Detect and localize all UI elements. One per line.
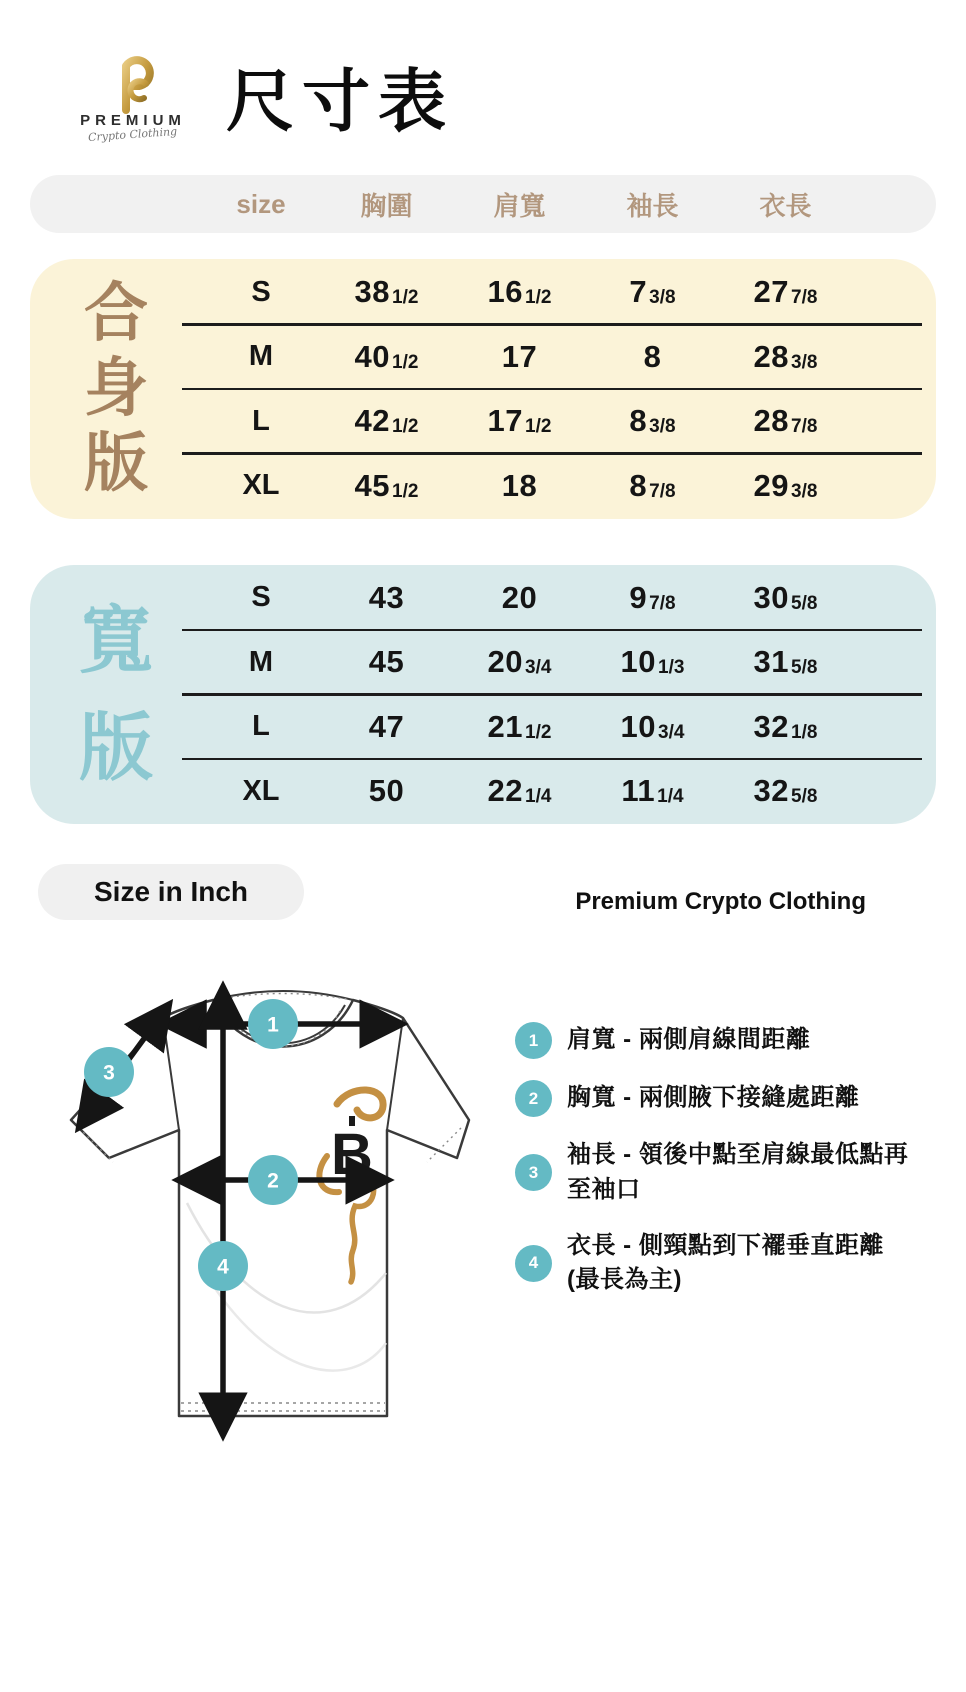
brand-logo [78, 52, 188, 145]
measurement-value: 45 1/2 [354, 467, 419, 503]
page-title: 尺寸表 [226, 64, 455, 140]
legend-label: 胸寬 - 兩側腋下接縫處距離 [567, 1084, 860, 1112]
measurement-value: 50 [368, 773, 405, 808]
measurement-value: 32 5/8 [753, 773, 818, 808]
unit-badge: Size in Inch [38, 864, 304, 920]
measurement-value: 43 [368, 579, 405, 615]
column-label-shoulder: 肩寬 [493, 190, 546, 221]
measurement-value: 10 3/4 [620, 708, 685, 744]
size-label: S [251, 275, 271, 308]
measurement-value: 17 [501, 338, 538, 374]
size-row-m [202, 631, 936, 693]
column-label-length: 衣長 [759, 190, 812, 221]
measurement-value: 27 7/8 [753, 274, 818, 309]
measurement-value: 42 1/2 [354, 403, 419, 438]
measurement-value: 20 [501, 579, 538, 615]
legend-item-3 [515, 1138, 915, 1208]
marker-2-number: 2 [267, 1169, 279, 1193]
measurement-value: 8 [643, 338, 662, 374]
brand-text: Premium Crypto Clothing [575, 888, 866, 915]
size-label: M [248, 340, 274, 372]
measurement-value: 8 3/8 [629, 403, 676, 438]
measurement-value: 7 3/8 [629, 274, 676, 309]
measurement-value: 45 [368, 644, 405, 679]
measurement-value: 21 1/2 [487, 708, 552, 744]
legend-label: 袖長 - 領後中點至肩線最低點再至袖口 [567, 1141, 909, 1203]
marker-4-number: 4 [217, 1255, 229, 1279]
logo-brand-text: PREMIUM [80, 112, 186, 129]
measurement-value: 22 1/4 [487, 773, 552, 808]
size-row-l [202, 390, 936, 452]
measurement-value: 30 5/8 [753, 579, 818, 615]
logo-monogram-icon [94, 52, 172, 116]
legend-item-2 [515, 1080, 915, 1117]
size-section-fitted [30, 259, 936, 519]
measurement-value: 47 [368, 708, 405, 744]
size-row-xl [202, 455, 936, 517]
measurement-value: 9 7/8 [629, 579, 676, 615]
size-row-s [202, 261, 936, 323]
size-label: XL [242, 774, 280, 807]
measurement-value: 31 5/8 [753, 644, 818, 679]
measurement-value: 10 1/3 [620, 644, 685, 679]
section-label-fitted: 合 身 版 [84, 277, 148, 500]
size-label: L [252, 404, 270, 437]
column-label-sleeve: 袖長 [626, 190, 679, 221]
legend-label: 肩寬 - 兩側肩線間距離 [567, 1026, 811, 1054]
measurement-value: 32 1/8 [753, 708, 818, 744]
legend-item-1 [515, 1022, 915, 1059]
svg-text:B: B [331, 1122, 373, 1187]
table-column-header [30, 175, 936, 233]
measurement-value: 40 1/2 [354, 338, 419, 374]
size-table-sections [0, 259, 966, 824]
header [0, 0, 966, 145]
size-row-s [202, 567, 936, 629]
marker-1-number: 1 [267, 1013, 279, 1037]
legend-number-badge: 1 [515, 1022, 552, 1059]
size-label: S [251, 581, 271, 613]
tshirt-diagram-image [55, 978, 485, 1448]
size-row-m [202, 326, 936, 388]
column-label-size: size [236, 188, 286, 219]
size-label: XL [242, 469, 280, 501]
measurement-value: 20 3/4 [487, 644, 552, 679]
measurement-value: 11 1/4 [621, 773, 684, 808]
legend-item-4 [515, 1229, 915, 1299]
footer-strip [38, 864, 866, 920]
size-section-wide [30, 565, 936, 825]
measurement-value: 18 [501, 467, 538, 503]
legend-number-badge: 2 [515, 1080, 552, 1117]
measurement-value: 17 1/2 [487, 403, 552, 438]
measurement-value: 28 3/8 [753, 338, 818, 374]
marker-3-number: 3 [103, 1061, 115, 1085]
measurement-value: 16 1/2 [487, 274, 552, 309]
measurement-diagram [0, 978, 966, 1448]
measurement-value: 38 1/2 [354, 274, 419, 309]
measurement-value: 28 7/8 [753, 403, 818, 438]
measurement-value: 29 3/8 [753, 467, 818, 503]
logo-sub-text: Crypto Clothing [88, 124, 178, 145]
column-label-chest: 胸圍 [360, 190, 413, 221]
measurement-value: 8 7/8 [629, 467, 676, 503]
size-label: M [248, 645, 274, 678]
measurement-legend [515, 978, 915, 1448]
size-row-xl [202, 760, 936, 822]
section-label-wide: 寬 版 [79, 598, 153, 790]
legend-label: 衣長 - 側頸點到下襬垂直距離 (最長為主) [567, 1231, 884, 1294]
size-row-l [202, 696, 936, 758]
legend-number-badge: 3 [515, 1154, 552, 1191]
size-label: L [252, 710, 270, 742]
legend-number-badge: 4 [515, 1245, 552, 1282]
